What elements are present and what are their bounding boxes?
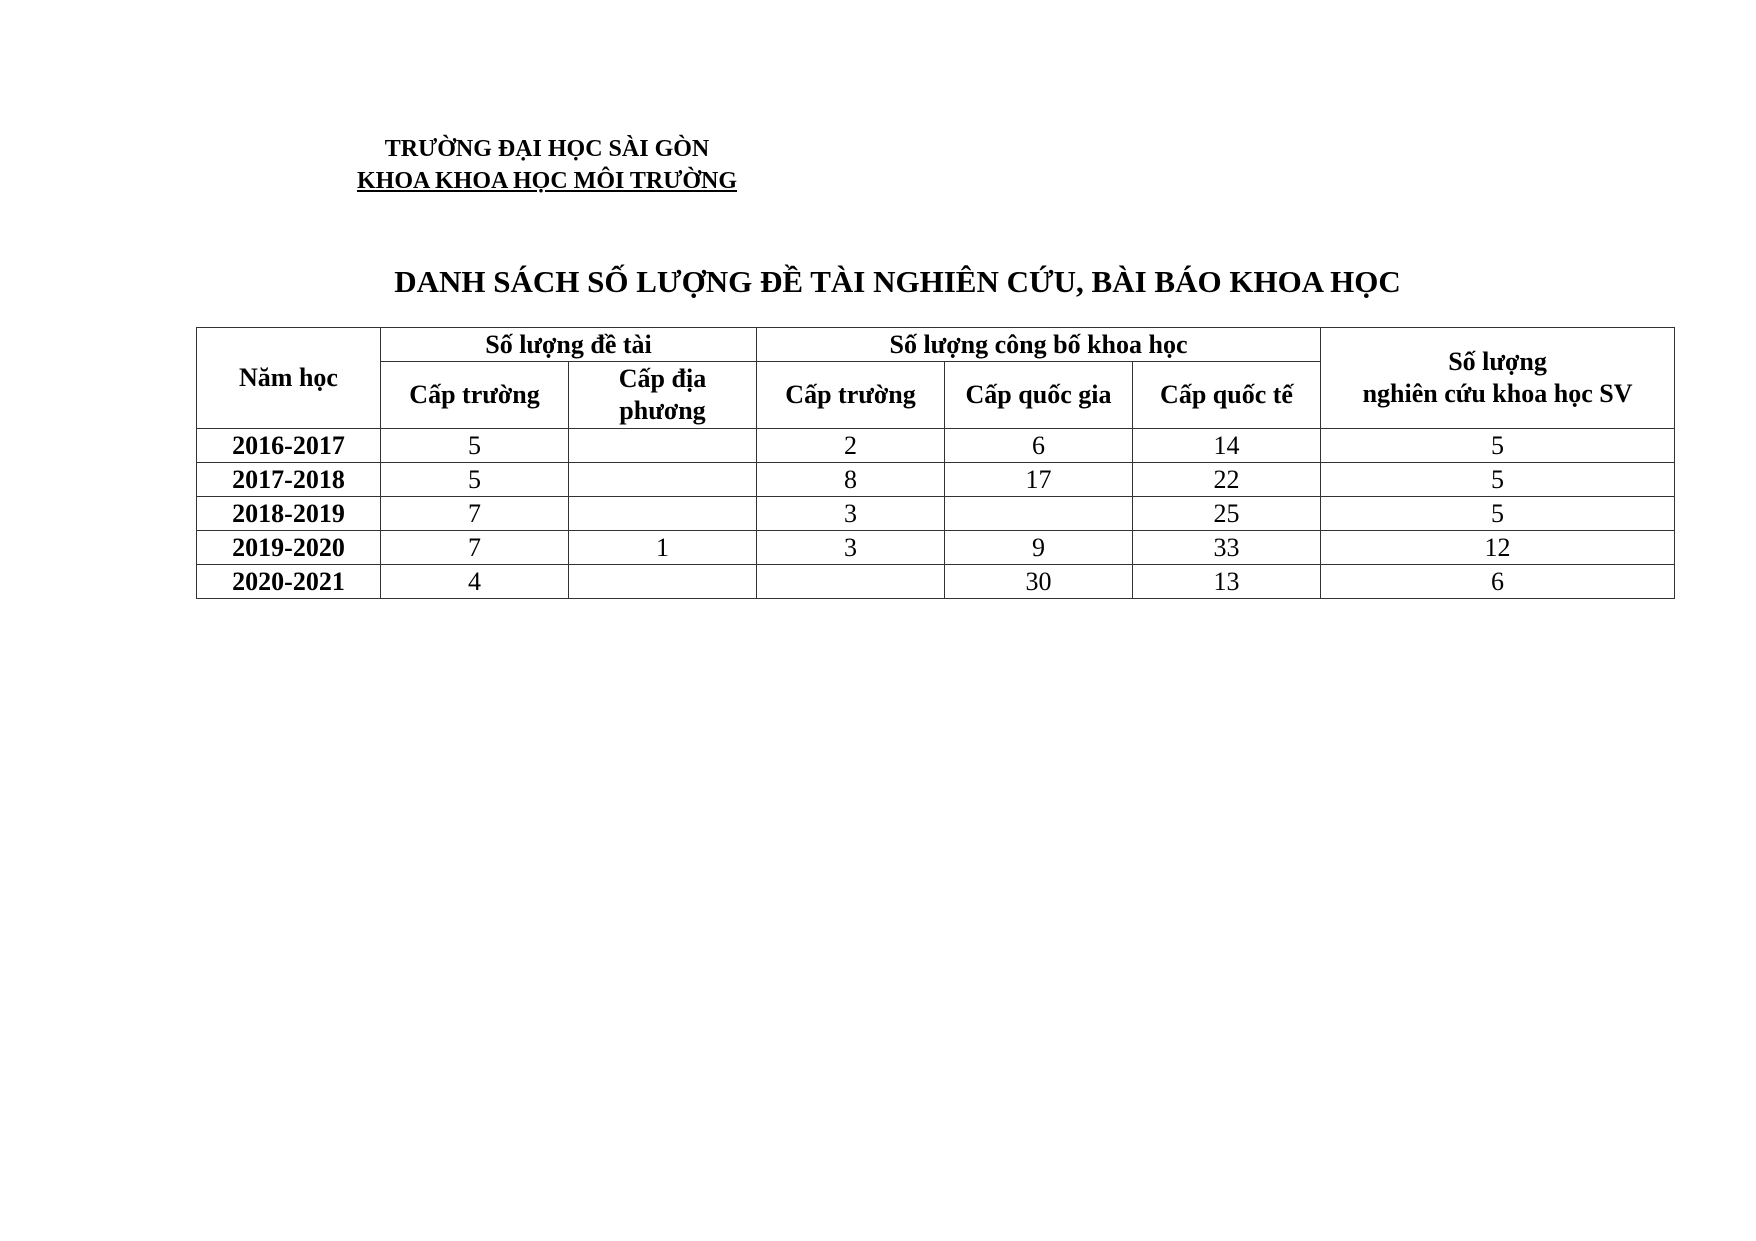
topics-local-cell (569, 497, 757, 531)
university-name: TRƯỜNG ĐẠI HỌC SÀI GÒN (384, 136, 710, 162)
topics-local-cell (569, 429, 757, 463)
topics-local-header (569, 362, 757, 429)
year-cell: 2016-2017 (197, 429, 381, 463)
pub-international-header: Cấp quốc tế (1133, 362, 1321, 429)
research-stats-table (196, 327, 1675, 599)
faculty-name: KHOA KHOA HỌC MÔI TRƯỜNG (356, 168, 738, 194)
table-row (197, 497, 1675, 531)
table-row (197, 429, 1675, 463)
student-research-cell: 6 (1321, 565, 1675, 599)
student-research-header-line1: Số lượng (1448, 347, 1547, 376)
pub-international-cell: 22 (1133, 463, 1321, 497)
topics-school-header: Cấp trường (381, 362, 569, 429)
topics-local-header-line2: phương (619, 396, 706, 425)
student-research-header-line2: nghiên cứu khoa học SV (1362, 379, 1633, 408)
student-research-cell: 12 (1321, 531, 1675, 565)
document-header (329, 133, 765, 197)
pub-national-cell: 30 (945, 565, 1133, 599)
pub-school-cell: 8 (757, 463, 945, 497)
pub-international-cell: 25 (1133, 497, 1321, 531)
topics-school-cell: 5 (381, 429, 569, 463)
pub-national-cell: 17 (945, 463, 1133, 497)
topics-local-cell: 1 (569, 531, 757, 565)
pub-national-header: Cấp quốc gia (945, 362, 1133, 429)
pub-school-cell: 3 (757, 531, 945, 565)
pub-national-cell: 6 (945, 429, 1133, 463)
document-title: DANH SÁCH SỐ LƯỢNG ĐỀ TÀI NGHIÊN CỨU, BÀI BÁO KHOA HỌC (394, 264, 1401, 299)
pub-school-cell (757, 565, 945, 599)
year-column-header: Năm học (197, 328, 381, 429)
student-research-cell: 5 (1321, 429, 1675, 463)
pub-national-cell: 9 (945, 531, 1133, 565)
student-research-cell: 5 (1321, 463, 1675, 497)
publications-group-header: Số lượng công bố khoa học (757, 328, 1321, 362)
pub-school-cell: 2 (757, 429, 945, 463)
year-cell: 2020-2021 (197, 565, 381, 599)
topics-school-cell: 4 (381, 565, 569, 599)
topics-local-header-line1: Cấp địa (618, 364, 707, 393)
header-row-groups (197, 328, 1675, 362)
pub-international-cell: 33 (1133, 531, 1321, 565)
year-cell: 2017-2018 (197, 463, 381, 497)
table-row (197, 463, 1675, 497)
topics-school-cell: 5 (381, 463, 569, 497)
topics-local-cell (569, 565, 757, 599)
table-row (197, 531, 1675, 565)
topics-group-header: Số lượng đề tài (381, 328, 757, 362)
table-row (197, 565, 1675, 599)
year-cell: 2018-2019 (197, 497, 381, 531)
pub-international-cell: 14 (1133, 429, 1321, 463)
topics-local-cell (569, 463, 757, 497)
topics-school-cell: 7 (381, 497, 569, 531)
pub-national-cell (945, 497, 1133, 531)
student-research-header (1321, 328, 1675, 429)
pub-school-cell: 3 (757, 497, 945, 531)
student-research-cell: 5 (1321, 497, 1675, 531)
topics-school-cell: 7 (381, 531, 569, 565)
pub-school-header: Cấp trường (757, 362, 945, 429)
pub-international-cell: 13 (1133, 565, 1321, 599)
year-cell: 2019-2020 (197, 531, 381, 565)
